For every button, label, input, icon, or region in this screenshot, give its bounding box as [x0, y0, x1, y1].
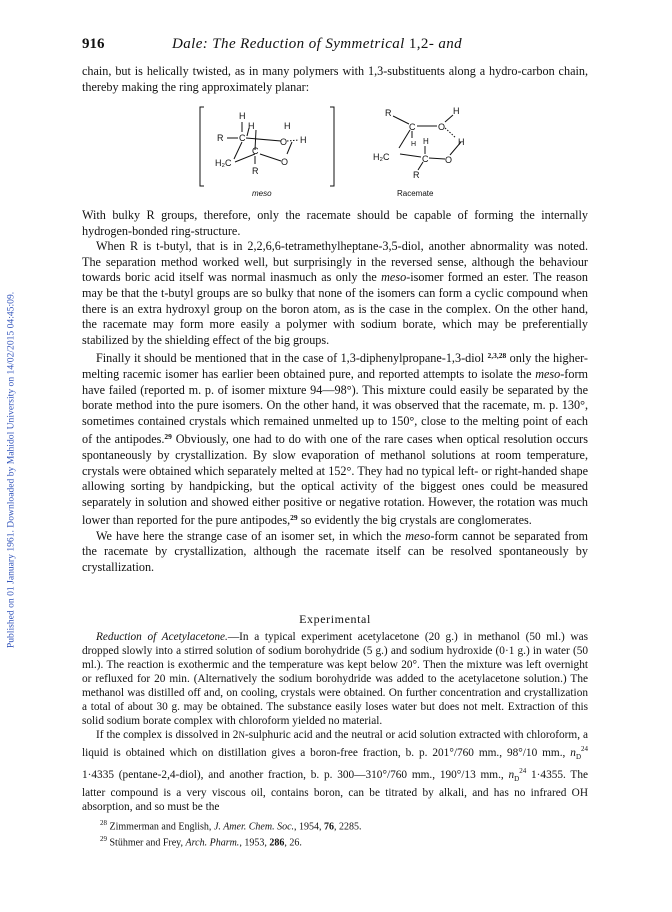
meso-atom-h3: H: [284, 121, 291, 131]
reference-number: 28: [100, 819, 107, 827]
reference-year: , 1954,: [294, 821, 325, 833]
download-watermark-text: Published on 01 January 1961. Downloaded by Mahidol University on 14/02/2015 04:45:09.: [5, 291, 17, 649]
racemate-atom-h4: H: [458, 137, 465, 147]
refractive-index-subscript: D: [575, 753, 581, 762]
paragraph-intro: [82, 64, 588, 95]
normality-symbol: N: [238, 730, 245, 740]
reference-number: 29: [100, 835, 107, 844]
meso-atom-h4: H: [300, 135, 307, 145]
reference-page: , 26.: [284, 837, 302, 849]
running-title-main: The Reduction of Symmetrical: [208, 36, 409, 52]
section-heading: [82, 612, 588, 627]
footnote-references: [100, 817, 588, 850]
paragraph-2-meso: meso: [381, 270, 407, 285]
body-text: [82, 208, 588, 576]
racemate-atom-c2: C: [422, 154, 429, 164]
paragraph-4-b: -form cannot be separated from the racemate by crystallization, although the racemate itself can be resolved spontaneously by crystallization.: [82, 528, 588, 575]
experimental-paragraph-2-a: If the complex is dissolved in 2: [96, 729, 239, 741]
experimental-paragraph-1-text: —In a typical experiment acetylacetone (20 g.) in methanol (50 ml.) was dropped slowly into a stirred solution of sodium borohydride (5 g.) and sodium hydroxide (0·1 g.) in water (50 ml.). The reaction is exothermic and the temperature was kept below 20°. Then the mixture was left overnight or refluxed for 20 min. (Alternatively the sodium borohydride was added to the acetylacetone solution.) The methanol was distilled off and, on cooling, crystals were obtained. On further concentration and crystallization a total of about 30 g. may be obtained. The substance easily loses water but does not melt. Extraction of this solid sodium borate complex with chloroform yielded no material.: [82, 631, 589, 727]
running-title-author: Dale:: [172, 36, 209, 52]
experimental-text: [82, 630, 588, 814]
paragraph-3-c: -form have failed (reported m. p. of isomer mixture 94—98°). This mixture could easily be separated by the borate method into the pure isomers. On the other hand, it was observed that the racemate, m. p. 130°, sometimes contained crystals which remained unmelted up to 150°, close to the melting point of each of the antipodes.: [82, 366, 588, 447]
reference-superscript: 2,3,28: [487, 351, 507, 361]
paragraph-1: With bulky R groups, therefore, only the racemate should be capable of forming the internally hydrogen-bonded ring-structure.: [82, 208, 588, 238]
refractive-index-symbol: n: [508, 768, 515, 781]
reference-year: , 1953,: [239, 837, 270, 849]
meso-atom-h1: H: [239, 111, 246, 121]
experimental-paragraph-2-b: -sulphuric acid and the neutral or acid solution extracted with chloroform, a liquid is obtained which on distillation gives a boron-free fraction, b. p. 201°/760 mm., 98°/10 mm.,: [82, 729, 588, 759]
meso-atom-o2: O: [281, 157, 289, 167]
structure-diagram: [197, 104, 497, 200]
paragraph-3-e: so evidently the big crystals are conglomerates.: [297, 513, 532, 528]
paragraph-3-meso: meso: [535, 366, 561, 381]
running-title-locant: 1,2-: [408, 36, 435, 52]
running-title: [172, 36, 462, 53]
reference-volume: 76: [324, 821, 335, 833]
reference-volume: 286: [269, 837, 285, 849]
reference-item: [100, 817, 588, 833]
reference-page: , 2285.: [334, 821, 362, 833]
reference-journal: Arch. Pharm.: [185, 837, 240, 849]
paragraph-4-a: We have here the strange case of an isomer set, in which the: [96, 528, 406, 543]
refractive-index-subscript: D: [514, 775, 520, 784]
paragraph-4: [82, 529, 588, 576]
meso-atom-h2c: H₂C: [215, 158, 232, 168]
meso-atom-r2: R: [252, 166, 259, 176]
racemate-atoms: [373, 106, 465, 198]
paragraph-2-a: When R is t-butyl, that is in 2,2,6,6-tetramethylheptane-3,5-diol, another abnormality was noted. The separation method worked well, but surprisingly in the reversed sense, although the behaviour towards boric acid itself was normal inasmuch as only the: [82, 239, 588, 285]
experimental-subheading: Reduction of Acetylacetone.: [96, 631, 228, 643]
running-title-and: and: [434, 36, 463, 52]
racemate-atom-o2: O: [445, 155, 453, 165]
refractive-index-symbol: n: [570, 746, 576, 759]
racemate-atom-r2: R: [413, 170, 420, 180]
racemate-atom-r1: R: [385, 108, 392, 118]
racemate-atom-o1: O: [438, 122, 446, 132]
running-header: [82, 36, 588, 56]
section-heading-text: Experimental: [299, 612, 371, 626]
page-number: 916: [82, 36, 105, 52]
meso-atom-c2: C: [252, 146, 259, 156]
meso-atom-c1: C: [239, 133, 246, 143]
meso-atom-h2: H: [248, 121, 255, 131]
download-watermark: [2, 150, 20, 790]
reference-superscript: 29: [164, 432, 172, 442]
paragraph-intro-text: chain, but is helically twisted, as in many polymers with 1,3-substituents along a hydro-carbon chain, thereby making the ring approximately planar:: [82, 64, 588, 94]
paragraph-3-b: only the higher-melting racemic isomer has earlier been obtained pure, and reported attempts to isolate the: [82, 351, 588, 381]
reference-journal: J. Amer. Chem. Soc.: [213, 821, 295, 833]
paragraph-2-b: -isomer formed an ester. The reason may be that the t-butyl groups are so bulky that none of the isomers can form a cyclic compound when there is an extra hydroxyl group on the boron atom, as is the case in the complex. On the other hand, the racemate may form more easily a polymer with sodium borate, which may be preferentially stabilized by the shielding effect of the big groups.: [82, 270, 588, 347]
meso-atom-r1: R: [217, 133, 224, 143]
experimental-paragraph-2: [82, 728, 588, 814]
racemate-label: Racemate: [397, 189, 434, 198]
experimental-paragraph-1: [82, 630, 588, 728]
racemate-atom-h2: H: [411, 141, 417, 148]
paragraph-3-d: Obviously, one had to do with one of the rare cases when optical resolution occurs spontaneously by crystallization. By slow evaporation of methanol solutions at room temperature, crystals were obtained which separately melted at 152°. They had no typical left- or right-handed shape allowing sorting by handpicking, but the optical activity of the biggest ones could be measured separately in solution and showed either positive or negative rotation. However, the rotation was much lower than reported for the pure antipodes,: [82, 432, 588, 528]
racemate-atom-h3: H: [423, 137, 429, 146]
meso-atom-o1: O: [280, 137, 288, 147]
paragraph-3: [82, 348, 588, 529]
refractive-index-temperature: 24: [581, 745, 588, 753]
paragraph-2: [82, 239, 588, 348]
meso-bracket: [200, 107, 334, 186]
meso-label: meso: [252, 189, 272, 198]
reference-authors: Stühmer and Frey,: [109, 837, 186, 849]
reference-superscript: 29: [290, 513, 298, 523]
racemate-atom-h2c: H₂C: [373, 152, 390, 162]
reference-item: [100, 833, 588, 849]
experimental-paragraph-2-c: 1·4335 (pentane-2,4-diol), and another fraction, b. p. 300—310°/760 mm., 190°/13 mm.,: [82, 768, 509, 781]
reference-authors: Zimmerman and English,: [109, 821, 214, 833]
refractive-index-temperature: 24: [519, 767, 527, 776]
structure-figure: [197, 104, 497, 200]
racemate-atom-h1: H: [453, 106, 460, 116]
paragraph-4-meso: meso: [405, 528, 431, 543]
experimental-paragraph-2-d: 1·4355. The latter compound is a very viscous oil, contains boron, can be titrated by alkali, and has no infrared OH absorption, and so must be the: [82, 768, 588, 814]
paragraph-3-a: Finally it should be mentioned that in the case of 1,3-diphenylpropane-1,3-diol: [96, 351, 488, 366]
racemate-atom-c1: C: [409, 122, 416, 132]
